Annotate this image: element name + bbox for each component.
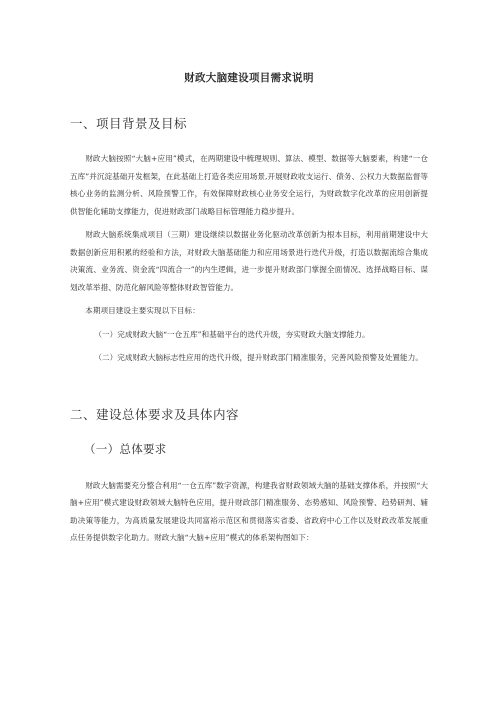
paragraph: 本期项目建设主要实现以下目标： [85,306,200,315]
paragraph: 财政大脑按照“大脑+应用”模式，在两期建设中梳理规则、算法、模型、数据等大脑要素，构建“一仓五库”并沉淀基础开发框架，在此基础上打造各类应用场景,开展财政收支运行、债务、公权力大数据监督等核心业务的监测分析、风险预警工作，有效保障财政核心业务安全运行，为财政数字化改革的应用创新提供智能化辅助支撑能力，促进财政部门战略目标管理能力稳步提升。 [70,154,429,216]
paragraph: 财政大脑系统集成项目（三期）建设继续以数据业务化驱动改革创新为根本目标，利用前期建设中大数据创新应用积累的经验和方法，对财政大脑基础能力和应用场景进行迭代升级，打造以数据流综合集成决策流、业务流、资金流“四流合一”的内生逻辑，进一步提升财政部门掌握全面情况、选择战略目标、谋划改革举措、防范化解风险等整体财政智管能力。 [70,230,428,292]
document-title: 财政大脑建设项目需求说明 [184,72,314,84]
paragraph: 财政大脑需要充分整合利用“一仓五库”数字资源，构建我省财政领域大脑的基础支撑体系，并按照“大脑+应用”模式建设财政领域大脑特色应用，提升财政部门精准服务、态势感知、风险预警、趋势研判、辅助决策等能力，为高质量发展建设共同富裕示范区和贯彻落实省委、省政府中心工作以及财政改革发展重点任务提供数字化助力。财政大脑“大脑+应用”模式的体系架构图如下： [70,480,428,542]
section-heading-background: 一、项目背景及目标 [70,116,188,131]
section-heading-requirements: 二、建设总体要求及具体内容 [70,406,240,422]
paragraph-goal-2: （二）完成财政大脑标志性应用的迭代升级，提升财政部门精准服务，完善风险预警及处置能力。 [94,353,423,362]
paragraph-goal-1: （一）完成财政大脑“一仓五库”和基础平台的迭代升级，夯实财政大脑支撑能力。 [94,329,370,339]
subsection-heading-overall: （一）总体要求 [84,441,167,456]
